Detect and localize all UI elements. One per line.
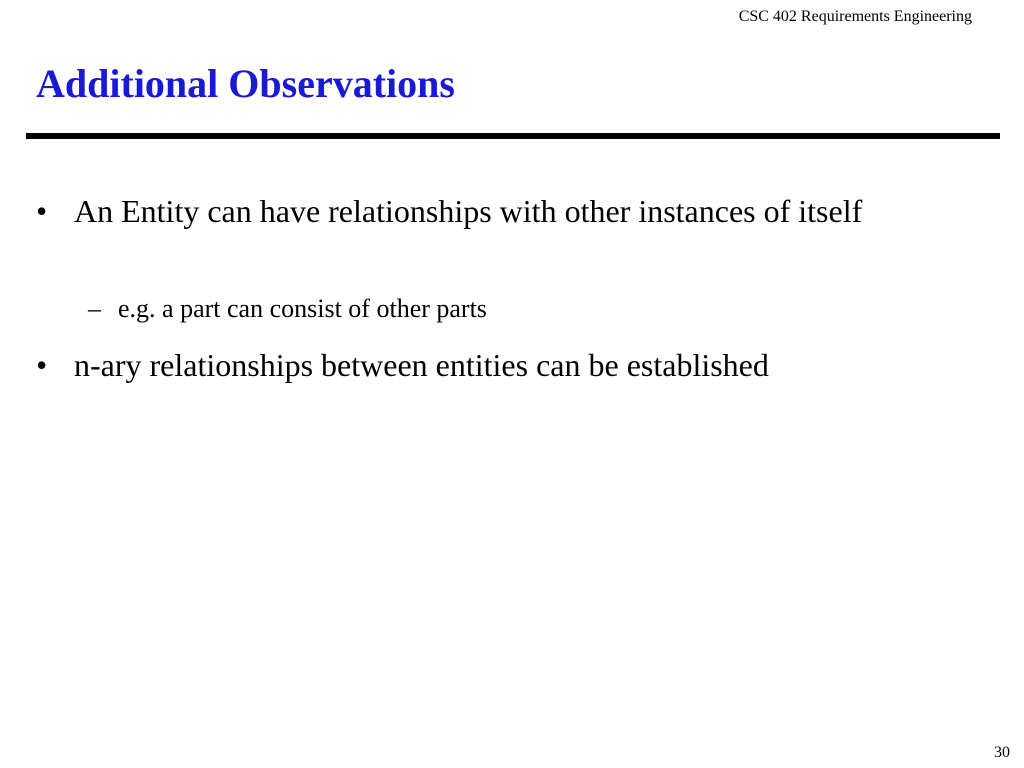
bullet-text: n-ary relationships between entities can be established (74, 347, 769, 383)
page-number: 30 (994, 744, 1010, 761)
course-header: CSC 402 Requirements Engineering (738, 8, 972, 25)
bullet-marker: • (36, 193, 48, 229)
sub-bullet-marker: – (88, 294, 101, 323)
sub-bullet-text: e.g. a part can consist of other parts (118, 294, 487, 323)
bullet-marker: • (36, 347, 48, 383)
slide-title: Additional Observations (36, 61, 455, 106)
bullet-text: An Entity can have relationships with other instances of itself (74, 193, 863, 229)
title-divider (26, 133, 1000, 139)
